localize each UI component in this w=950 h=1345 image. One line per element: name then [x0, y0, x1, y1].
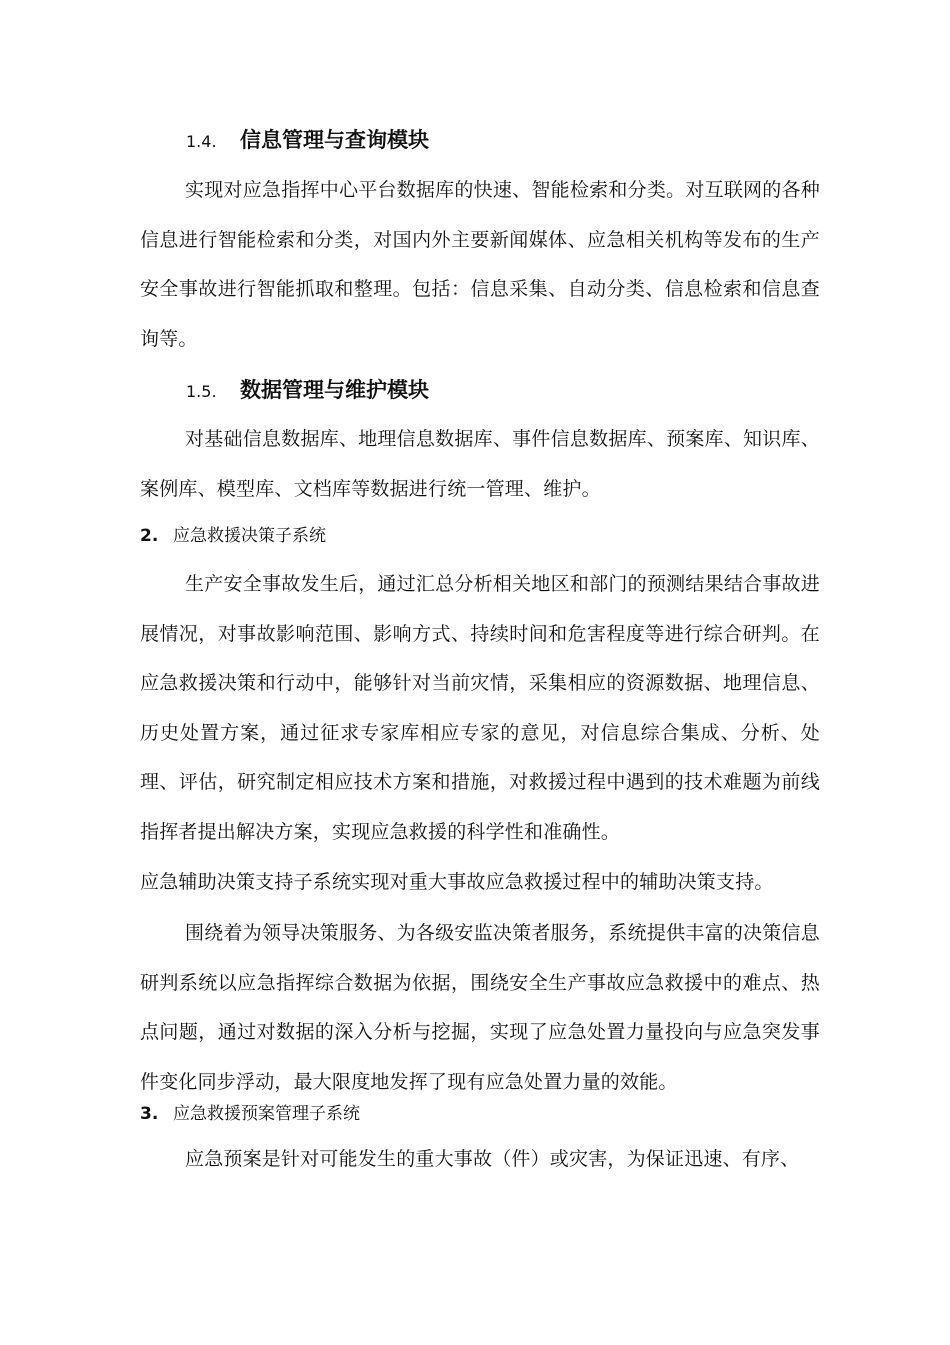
section-heading-1-5 [186, 376, 429, 406]
section-title: 应急救援决策子系统 [173, 526, 326, 546]
section-1-5-body: 对基础信息数据库、地理信息数据库、事件信息数据库、预案库、知识库、案例库、模型库、文档库等数据进行统一管理、维护。 [140, 428, 820, 500]
section-2-paragraph-2: 围绕着为领导决策服务、为各级安监决策者服务，系统提供丰富的决策信息研判系统以应急指挥综合数据为依据，围绕安全生产事故应急救援中的难点、热点问题，通过对数据的深入分析与挖掘，实现了应急处置力量投向与应急突发事件变化同步浮动，最大限度地发挥了现有应急处置力量的效能。 [140, 922, 820, 1093]
section-title: 应急救援预案管理子系统 [173, 1104, 360, 1124]
section-number: 1.5. [186, 382, 217, 401]
section-2-paragraph-1-tail: 应急辅助决策支持子系统实现对重大事故应急救援过程中的辅助决策支持。 [140, 871, 774, 893]
section-heading-3 [140, 1101, 360, 1127]
section-number: 3. [140, 1104, 159, 1124]
section-2-paragraph-1: 生产安全事故发生后，通过汇总分析相关地区和部门的预测结果结合事故进展情况，对事故影响范围、影响方式、持续时间和危害程度等进行综合研判。在应急救援决策和行动中，能够针对当前灾情，采集相应的资源数据、地理信息、历史处置方案，通过征求专家库相应专家的意见，对信息综合集成、分析、处理、评估，研究制定相应技术方案和措施，对救援过程中遇到的技术难题为前线指挥者提出解决方案，实现应急救援的科学性和准确性。 [140, 573, 820, 843]
section-1-4-body: 实现对应急指挥中心平台数据库的快速、智能检索和分类。对互联网的各种信息进行智能检索和分类，对国内外主要新闻媒体、应急相关机构等发布的生产安全事故进行智能抓取和整理。包括：信息采集、自动分类、信息检索和信息查询等。 [140, 179, 820, 350]
section-number: 2. [140, 526, 159, 546]
section-3-paragraph-1: 应急预案是针对可能发生的重大事故（件）或灾害，为保证迅速、有序、 [185, 1148, 800, 1170]
section-heading-2 [140, 523, 326, 549]
section-heading-1-4 [186, 126, 429, 156]
section-title: 数据管理与维护模块 [240, 378, 429, 402]
section-number: 1.4. [186, 132, 217, 151]
section-title: 信息管理与查询模块 [240, 128, 429, 152]
